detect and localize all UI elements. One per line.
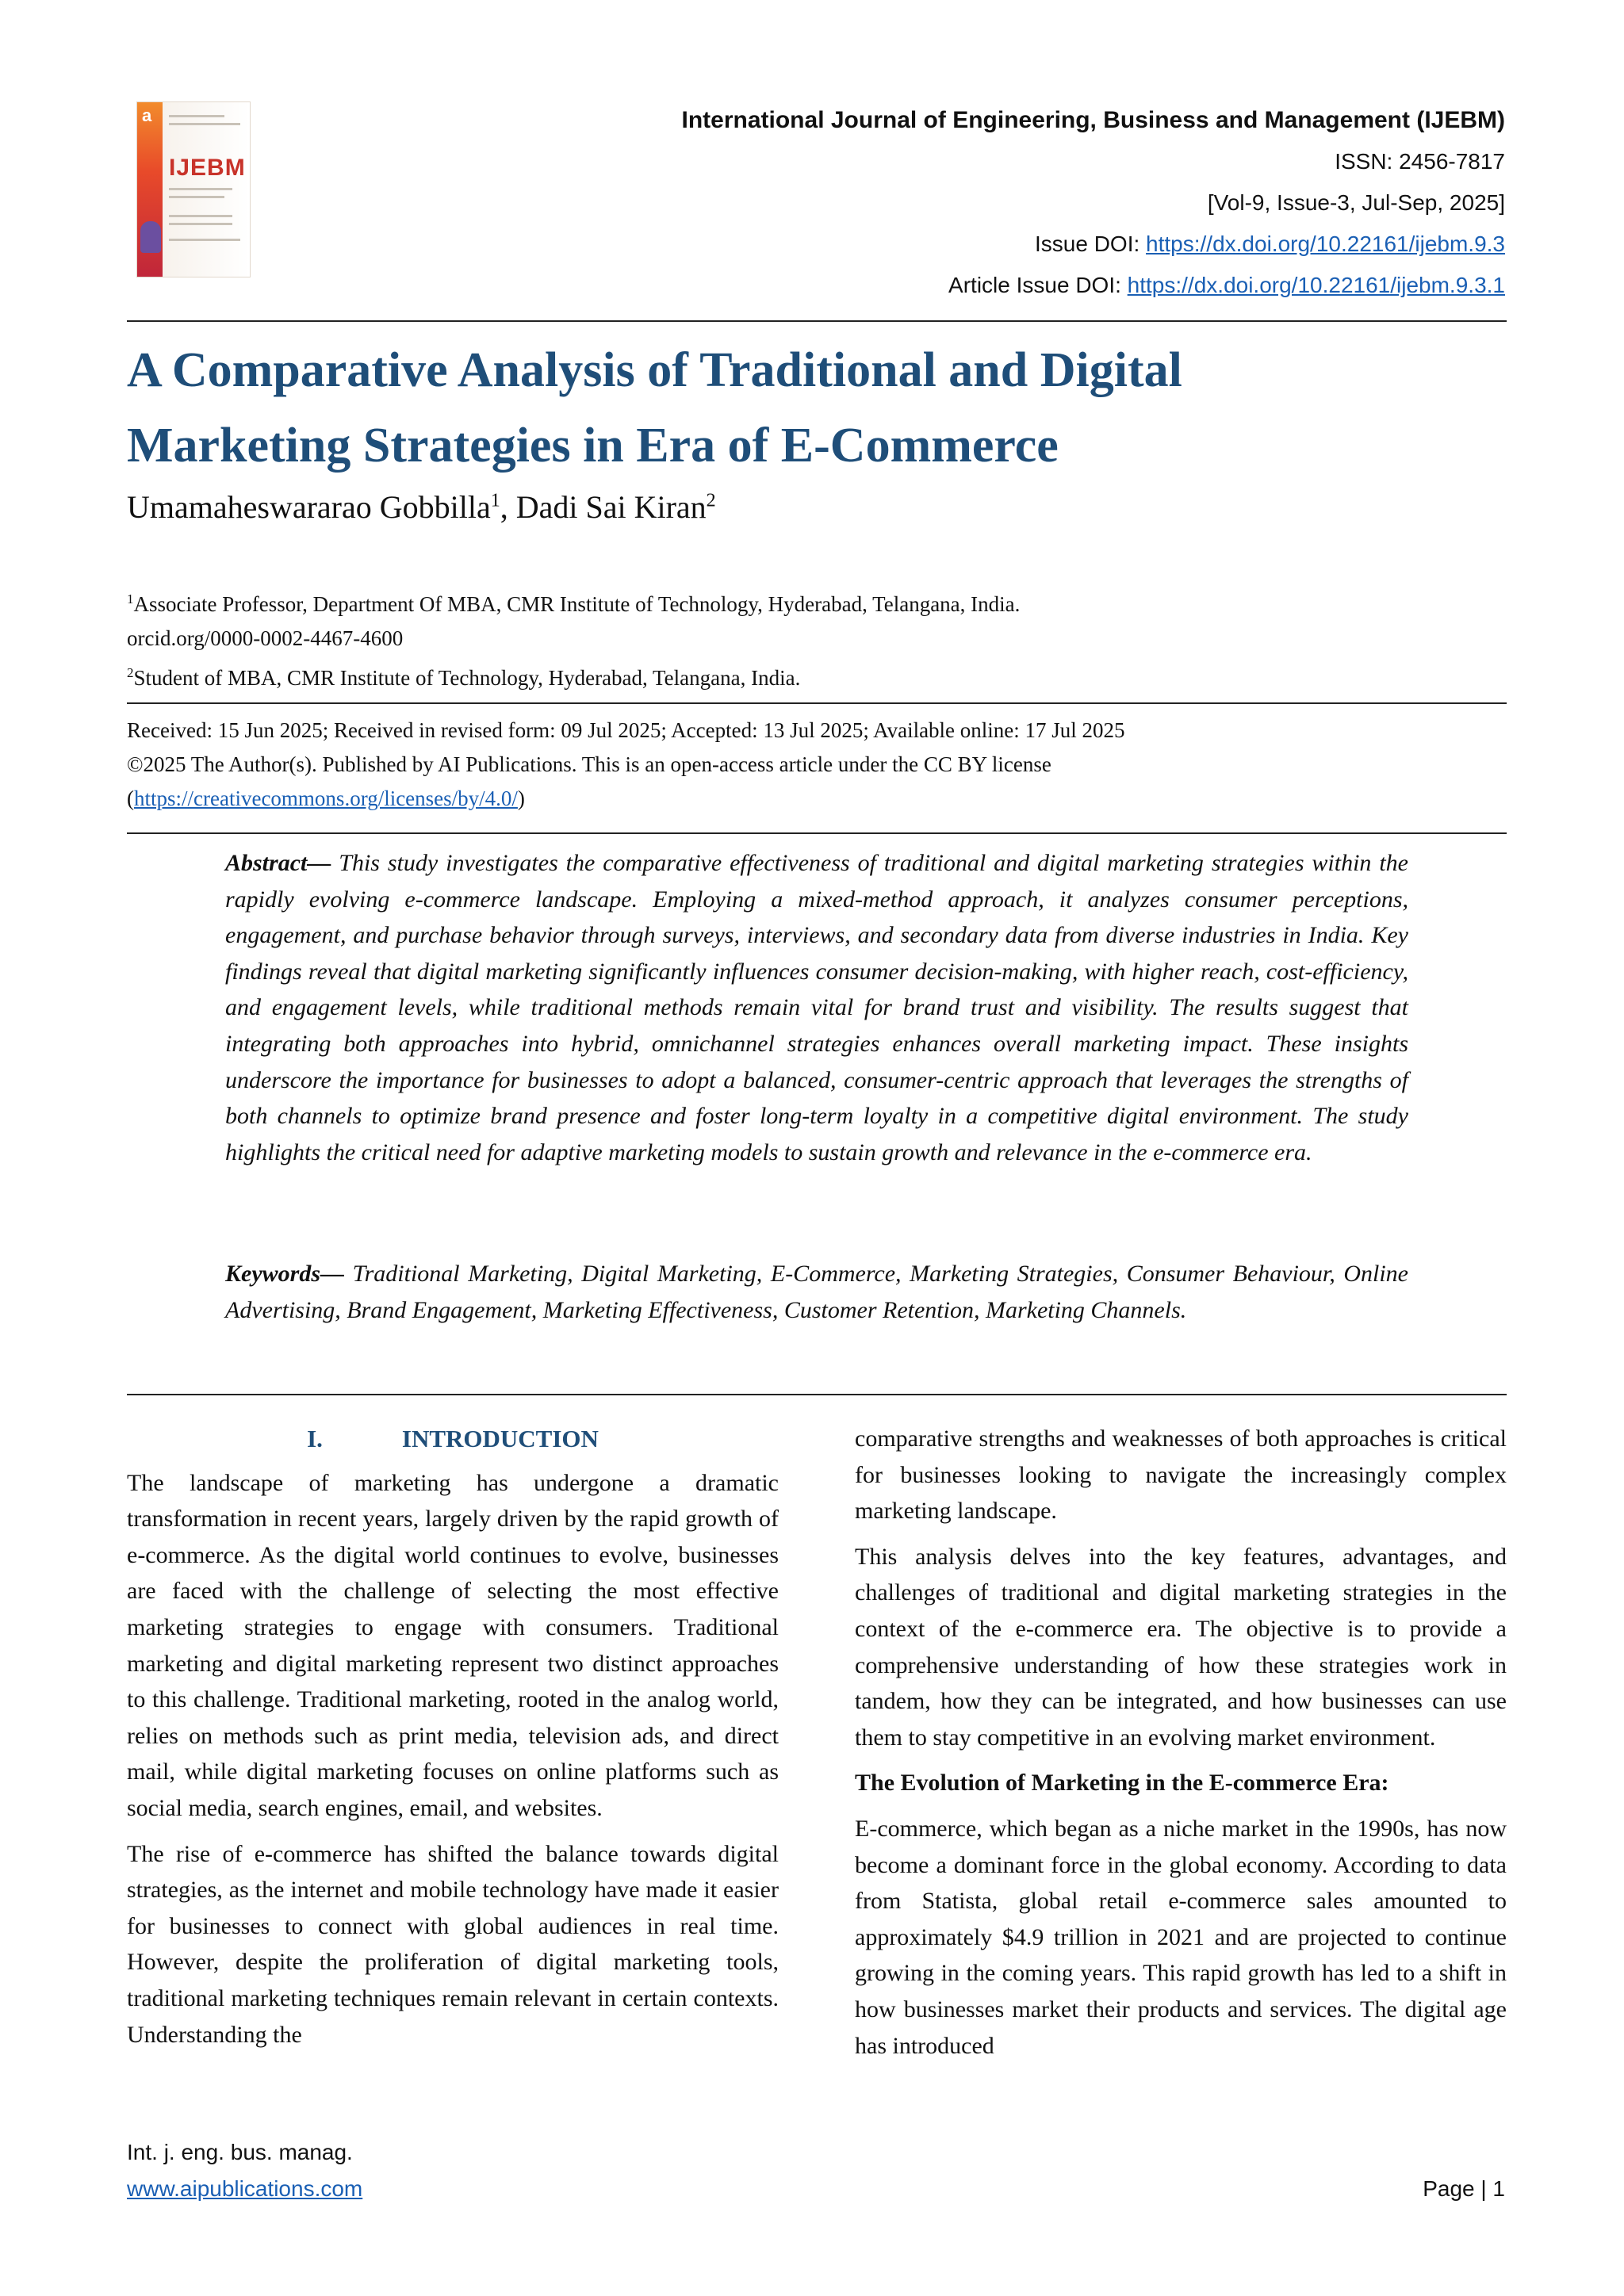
cover-logo: IJEBM bbox=[169, 155, 246, 181]
keywords-label: Keywords— bbox=[225, 1261, 344, 1287]
page-number: Page | 1 bbox=[1423, 2176, 1505, 2201]
section-number: I. bbox=[307, 1425, 323, 1452]
journal-header bbox=[682, 100, 1505, 306]
author-affiliation-mark: 1 bbox=[490, 490, 500, 511]
article-doi-label: Article Issue DOI: bbox=[948, 273, 1128, 297]
journal-volume: [Vol-9, Issue-3, Jul-Sep, 2025] bbox=[1207, 190, 1505, 215]
section-heading bbox=[127, 1421, 779, 1457]
author-name: Dadi Sai Kiran bbox=[515, 489, 707, 525]
body-paragraph: This analysis delves into the key features, advantages, and challenges of traditional and digital marketing strategies in the context of the e-commerce era. The objective is to provide a comprehensive understanding of how these strategies work in tandem, how they can be integrated, and how businesses can use them to stay competitive in an evolving market environment. bbox=[855, 1543, 1507, 1751]
affiliations bbox=[127, 582, 1020, 695]
license-close-paren: ) bbox=[517, 786, 525, 810]
footer-left bbox=[127, 2134, 362, 2207]
abstract-divider bbox=[127, 1394, 1507, 1395]
author-affiliation-mark: 2 bbox=[706, 490, 716, 511]
license-statement: ©2025 The Author(s). Published by AI Publications. This is an open-access article under the CC BY license bbox=[127, 752, 1051, 776]
license-open-paren: ( bbox=[127, 786, 134, 810]
body-paragraph: The landscape of marketing has undergone a dramatic transformation in recent years, largely driven by the rapid growth of e-commerce. As the digital world continues to evolve, businesses are faced with the challenge of selecting the most effective marketing strategies to engage with consumers. Traditional marketing and digital marketing represent two distinct approaches to this challenge. Traditional marketing, rooted in the analog world, relies on methods such as print media, television ads, and direct mail, while digital marketing focuses on online platforms such as social media, search engines, email, and websites. bbox=[127, 1469, 779, 1821]
issue-doi-label: Issue DOI: bbox=[1034, 232, 1147, 256]
issue-doi-link[interactable]: https://dx.doi.org/10.22161/ijebm.9.3 bbox=[1146, 232, 1505, 256]
affiliation-mark: 2 bbox=[127, 665, 134, 680]
article-doi-link[interactable]: https://dx.doi.org/10.22161/ijebm.9.3.1 bbox=[1127, 273, 1505, 297]
cover-text-line bbox=[169, 115, 224, 117]
journal-abbreviation: Int. j. eng. bus. manag. bbox=[127, 2140, 353, 2164]
body-column-left bbox=[127, 1421, 779, 2062]
affiliation-text: Student of MBA, CMR Institute of Technology, Hyderabad, Telangana, India. bbox=[133, 666, 801, 690]
publication-history bbox=[127, 714, 1125, 816]
cover-text-line bbox=[169, 223, 232, 225]
article-title bbox=[127, 333, 1507, 484]
cover-text-line bbox=[169, 239, 240, 241]
license-link[interactable]: https://creativecommons.org/licenses/by/4.0/ bbox=[134, 786, 518, 810]
affiliation-divider bbox=[127, 702, 1507, 704]
author-separator: , bbox=[500, 489, 516, 525]
abstract-label: Abstract— bbox=[225, 850, 331, 876]
received-dates: Received: 15 Jun 2025; Received in revised form: 09 Jul 2025; Accepted: 13 Jul 2025; Available online: 17 Jul 2025 bbox=[127, 718, 1125, 742]
author-name: Umamaheswararao Gobbilla bbox=[127, 489, 491, 525]
cover-corner-letter: a bbox=[142, 105, 152, 125]
cover-text-line bbox=[169, 196, 224, 198]
website-link[interactable]: www.aipublications.com bbox=[127, 2176, 363, 2201]
article-title-line: Marketing Strategies in Era of E-Commerce bbox=[127, 419, 1059, 473]
abstract-text: This study investigates the comparative effectiveness of traditional and digital marketing strategies within the rapidly evolving e-commerce landscape. Employing a mixed-method approach, it analyzes consumer perceptions, engagement, and purchase behavior through surveys, interviews, and secondary data from diverse industries in India. Key findings reveal that digital marketing significantly influences consumer decision-making, with higher reach, cost-efficiency, and engagement levels, while traditional methods remain vital for brand trust and visibility. The results suggest that integrating both approaches into hybrid, omnichannel strategies enhances overall marketing impact. These insights underscore the importance for businesses to adopt a balanced, consumer-centric approach that leverages the strengths of both channels to optimize brand presence and foster long-term loyalty in a competitive digital environment. The study highlights the critical need for adaptive marketing models to sustain growth and relevance in the e-commerce era. bbox=[225, 850, 1408, 1165]
journal-title: International Journal of Engineering, Business and Management (IJEBM) bbox=[681, 107, 1505, 133]
body-paragraph: The rise of e-commerce has shifted the balance towards digital strategies, as the internet and mobile technology have made it easier for businesses to connect with global audiences in real time. However, despite the proliferation of digital marketing tools, traditional marketing techniques remain relevant in certain contexts. Understanding the bbox=[127, 1840, 779, 2048]
body-paragraph: comparative strengths and weaknesses of both approaches is critical for businesses looking to navigate the increasingly complex marketing landscape. bbox=[855, 1425, 1507, 1525]
body-column-right bbox=[855, 1421, 1507, 2073]
cover-text-line bbox=[169, 188, 232, 190]
author-list bbox=[127, 488, 716, 526]
license-link-line bbox=[127, 782, 1125, 816]
keywords-text: Traditional Marketing, Digital Marketing, E-Commerce, Marketing Strategies, Consumer Behaviour, Online Advertising, Brand Engagement, Marketing Effectiveness, Customer Retention, Marketing Channels. bbox=[225, 1261, 1408, 1323]
affiliation-2 bbox=[127, 656, 1020, 695]
license-divider bbox=[127, 832, 1507, 834]
issue-doi bbox=[682, 224, 1505, 265]
keywords bbox=[225, 1256, 1408, 1328]
affiliation-1 bbox=[127, 582, 1020, 622]
article-title-line: A Comparative Analysis of Traditional and Digital bbox=[127, 343, 1182, 397]
cover-text-line bbox=[169, 215, 232, 217]
subsection-heading: The Evolution of Marketing in the E-commerce Era: bbox=[855, 1770, 1389, 1797]
journal-issn: ISSN: 2456-7817 bbox=[1335, 149, 1505, 174]
cover-figure-illustration bbox=[140, 221, 161, 253]
journal-cover-thumbnail bbox=[136, 101, 251, 277]
section-title: INTRODUCTION bbox=[401, 1425, 599, 1452]
header-divider bbox=[127, 320, 1507, 322]
abstract bbox=[225, 845, 1408, 1170]
article-doi bbox=[682, 265, 1505, 306]
cover-text-line bbox=[169, 123, 240, 125]
affiliation-text: Associate Professor, Department Of MBA, CMR Institute of Technology, Hyderabad, Telangana, India. bbox=[133, 592, 1021, 616]
orcid-id: orcid.org/0000-0002-4467-4600 bbox=[127, 626, 404, 650]
affiliation-mark: 1 bbox=[127, 591, 134, 607]
body-paragraph: E-commerce, which began as a niche market in the 1990s, has now become a dominant force in the global economy. According to data from Statista, global retail e-commerce sales amounted to approximately $4.9 trillion in 2021 and are projected to continue growing in the coming years. This rapid growth has led to a shift in how businesses market their products and services. The digital age has introduced bbox=[855, 1815, 1507, 2059]
